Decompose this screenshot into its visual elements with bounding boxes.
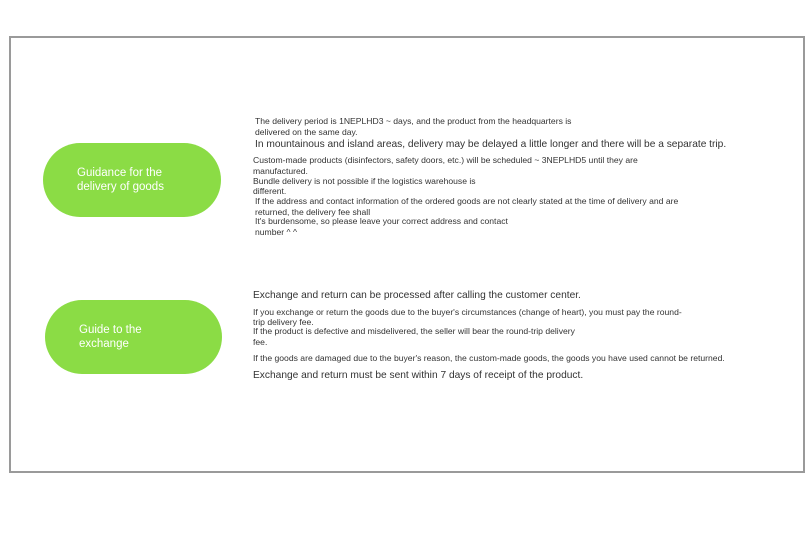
delivery-text-line: different. [253, 186, 287, 196]
exchange-text-line: Exchange and return must be sent within 7 days of receipt of the product. [253, 370, 584, 381]
delivery-text-line: Bundle delivery is not possible if the logistics warehouse is [253, 176, 476, 186]
info-panel [9, 36, 805, 473]
exchange-text-line: fee. [253, 337, 268, 347]
delivery-text-line: returned, the delivery fee shall [255, 207, 371, 217]
delivery-guidance-title-line2: delivery of goods [77, 181, 164, 193]
exchange-text-line: If the product is defective and misdelivered, the seller will bear the round-trip delivery [253, 326, 575, 336]
exchange-text-line: If the goods are damaged due to the buyer's reason, the custom-made goods, the goods you have used cannot be returned. [253, 353, 725, 363]
exchange-guidance-title-line1: Guide to the [79, 324, 142, 336]
exchange-text-line: trip delivery fee. [253, 317, 314, 327]
delivery-text-line: In mountainous and island areas, delivery may be delayed a little longer and there will be a separate trip. [255, 139, 727, 150]
delivery-text-line: number ^ ^ [255, 227, 297, 237]
exchange-text-line: If you exchange or return the goods due to the buyer's circumstances (change of heart), you must pay the round- [253, 307, 682, 317]
delivery-text-line: delivered on the same day. [255, 127, 358, 137]
exchange-guidance-title-line2: exchange [79, 338, 129, 350]
delivery-guidance-title-line1: Guidance for the [77, 167, 163, 179]
delivery-text-line: Custom-made products (disinfectors, safety doors, etc.) will be scheduled ~ 3NEPLHD5 until they are [253, 155, 638, 165]
exchange-text-line: Exchange and return can be processed after calling the customer center. [253, 290, 581, 301]
exchange-guidance-badge [45, 300, 222, 374]
delivery-text-line: The delivery period is 1NEPLHD3 ~ days, and the product from the headquarters is [255, 116, 572, 126]
delivery-text-line: It's burdensome, so please leave your correct address and contact [255, 216, 508, 226]
delivery-text-line: If the address and contact information of the ordered goods are not clearly stated at the time of delivery and are [255, 196, 679, 206]
delivery-text-line: manufactured. [253, 166, 308, 176]
delivery-guidance-badge [43, 143, 221, 217]
